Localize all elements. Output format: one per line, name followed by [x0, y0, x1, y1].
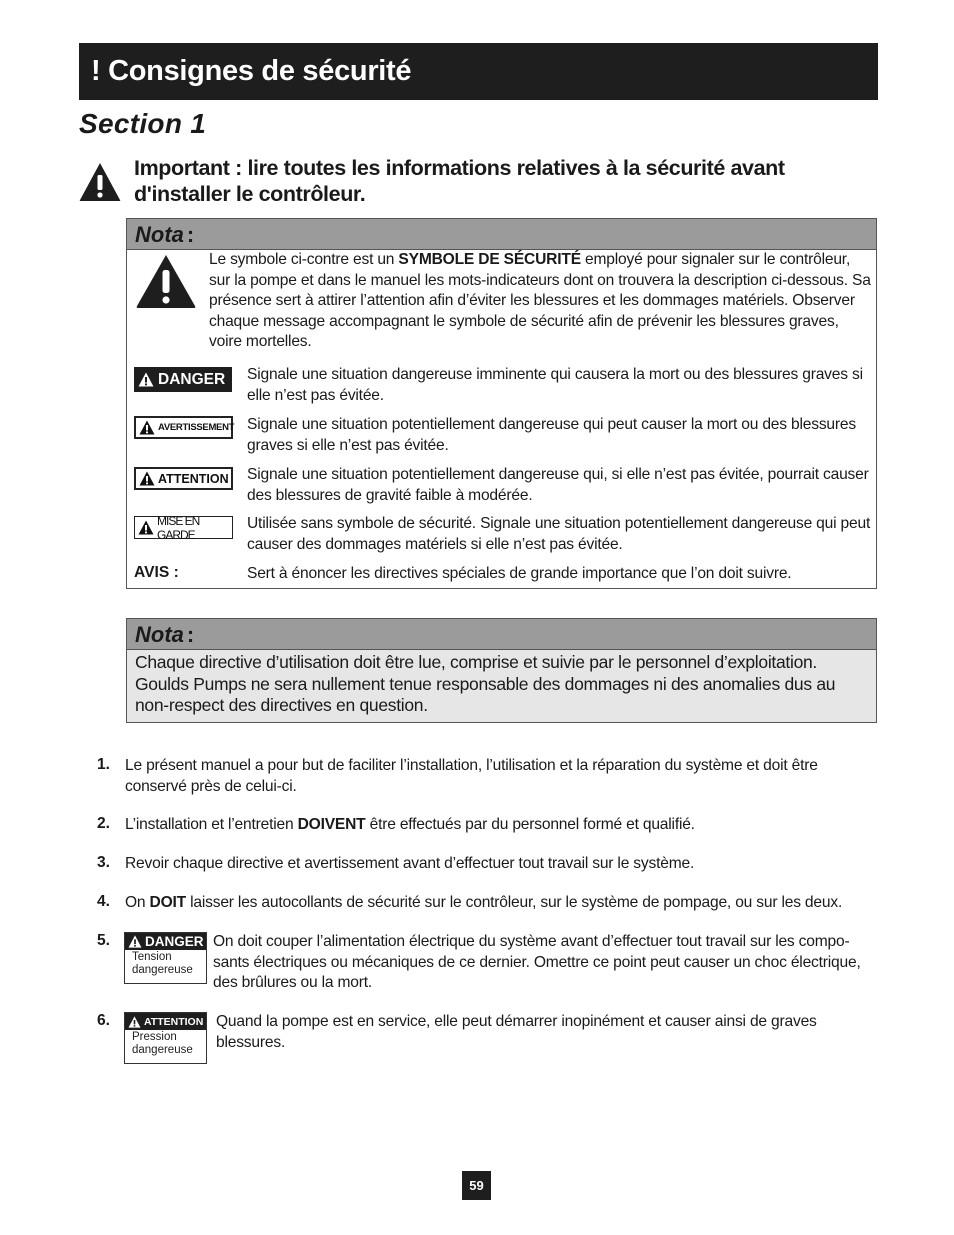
avis-description: Sert à énoncer les directives spéciales de grande importance que l’on doit suivre.: [247, 565, 792, 582]
hazard-label-body: [125, 950, 206, 978]
warning-triangle-icon: [139, 420, 155, 435]
intro-text-part: Le symbole ci-contre est un: [209, 251, 399, 268]
mise-en-garde-description: Utilisée sans symbole de sécurité. Signale une situation potentiellement dangereuse qui peut causer des dommages matériels si elle n’est pas évitée.: [247, 515, 871, 553]
safety-symbol-intro: [209, 250, 871, 353]
avertissement-label: [134, 416, 233, 439]
list-text: On doit couper l’alimentation électrique du système avant d’effectuer tout travail sur les compo-sants électriques ou mécaniques de ce dernier. Omettre ce point peut causer un choc électrique, des brûlures ou la mort.: [213, 933, 861, 991]
page-header: [79, 43, 878, 100]
nota-colon: :: [186, 222, 195, 247]
hazard-sublabel: dangereuse: [132, 1043, 193, 1056]
hazard-sublabel: Tension: [132, 951, 172, 963]
list-text-part: laisser les autocollants de sécurité sur le contrôleur, sur le système de pompage, ou sur les deux.: [186, 894, 843, 911]
nota-colon: :: [186, 622, 195, 647]
intro-text-bold: SYMBOLE DE SÉCURITÉ: [398, 251, 581, 268]
avis-label: AVIS :: [134, 564, 179, 581]
list-text-part: être effectués par du personnel formé et qualifié.: [365, 816, 695, 833]
list-text-part: On: [125, 894, 150, 911]
danger-description: Signale une situation dangereuse imminente qui causera la mort ou des blessures graves si elle n’est pas évitée.: [247, 366, 863, 404]
hazard-label-body: [125, 1030, 206, 1058]
list-text-bold: DOIT: [149, 894, 186, 911]
important-notice: Important : lire toutes les informations relatives à la sécurité avant d'installer le contrôleur.: [134, 156, 785, 206]
hazard-label-tension: [124, 932, 207, 984]
list-text: Le présent manuel a pour but de faciliter l’installation, l’utilisation et la réparation du système et doit être conservé près de celui-ci.: [125, 757, 818, 795]
hazard-label-pression: [124, 1012, 207, 1064]
nota-header: [127, 619, 876, 650]
warning-triangle-icon: [79, 162, 121, 202]
mise-en-garde-label: [134, 513, 233, 542]
safety-symbol-icon: [136, 254, 196, 309]
warning-triangle-icon: [138, 520, 154, 535]
warning-triangle-icon: [139, 471, 155, 486]
nota-box-directives: [126, 618, 877, 723]
list-number: 3.: [97, 854, 111, 871]
warning-triangle-icon: [138, 372, 154, 387]
section-title: Section 1: [79, 108, 207, 139]
list-text: Revoir chaque directive et avertissement avant d’effectuer tout travail sur le système.: [125, 855, 695, 872]
list-text-part: L’installation et l’entretien: [125, 816, 298, 833]
list-number: 5.: [97, 932, 111, 949]
avertissement-label-text: AVERTISSEMENT: [158, 422, 235, 433]
intro-text-part: employé pour signaler sur le contrôleur, sur la pompe et dans le manuel les mots-indicateurs dont on trouvera la description ci-dessous. Sa présence sert à attirer l’attention afin d’éviter les blessures et les dommages matériels. Observer chaque message accompagnant le symbole de sécurité afin de prévenir les blessures graves, voire mortelles.: [209, 251, 871, 350]
list-number: 6.: [97, 1012, 111, 1029]
list-text: [125, 815, 877, 836]
list-text: [125, 893, 877, 914]
nota-box-signal-words: [126, 218, 877, 589]
hazard-label-header: [125, 1013, 206, 1030]
attention-description: Signale une situation potentiellement dangereuse qui, si elle n’est pas évitée, pourrait causer des blessures de gravité faible à modérée.: [247, 466, 869, 504]
list-number: 4.: [97, 893, 111, 910]
hazard-label-text: DANGER: [145, 934, 204, 949]
hazard-label-header: [125, 933, 206, 950]
list-text: Quand la pompe est en service, elle peut démarrer inopinément et causer ainsi de graves blessures.: [216, 1013, 817, 1051]
nota-label: Nota: [135, 222, 184, 247]
danger-label-text: DANGER: [158, 371, 226, 388]
list-number: 1.: [97, 756, 111, 773]
hazard-sublabel: dangereuse: [132, 963, 193, 976]
list-number: 2.: [97, 815, 111, 832]
nota-header: [127, 219, 876, 250]
danger-label: [134, 367, 232, 392]
attention-label: [134, 467, 233, 490]
mise-en-garde-label-text: MISE EN GARDE: [157, 513, 200, 542]
hazard-sublabel: Pression: [132, 1031, 177, 1043]
list-text-bold: DOIVENT: [297, 816, 366, 833]
nota-label: Nota: [135, 622, 184, 647]
avertissement-description: Signale une situation potentiellement dangereuse qui peut causer la mort ou des blessures graves si elle n’est pas évitée.: [247, 416, 856, 454]
nota-directives-text: Chaque directive d’utilisation doit être lue, comprise et suivie par le personnel d’exploitation. Goulds Pumps ne sera nullement tenue responsable des dommages ni des anomalies dus au non-respect des directives en question.: [135, 652, 836, 715]
warning-triangle-icon: [128, 1016, 141, 1028]
page-title: ! Consignes de sécurité: [91, 55, 412, 87]
warning-triangle-icon: [128, 935, 142, 948]
page-number: 59: [462, 1171, 491, 1200]
hazard-label-text: ATTENTION: [144, 1015, 204, 1028]
attention-label-text: ATTENTION: [158, 471, 229, 486]
